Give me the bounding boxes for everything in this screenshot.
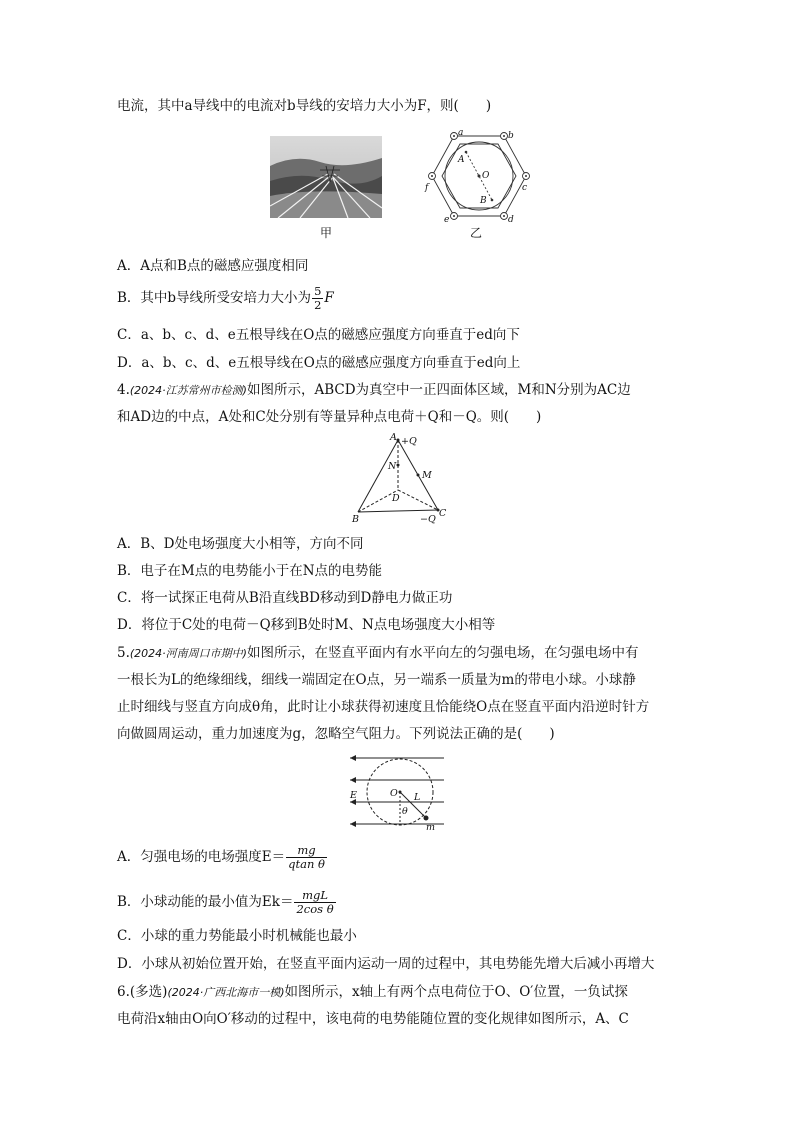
hex-label-a: a bbox=[458, 128, 464, 138]
field-circle-diagram bbox=[344, 752, 448, 830]
tetra-label-D: D bbox=[392, 493, 400, 504]
q6-line-2: 电荷沿x轴由O向O′移动的过程中，该电荷的电势能随位置的变化规律如图所示，A、C bbox=[117, 1011, 629, 1027]
power-line-photo bbox=[270, 136, 382, 218]
hex-label-e: e bbox=[444, 215, 450, 224]
q3-option-a: A．A点和B点的磁感应强度相同 bbox=[117, 258, 309, 274]
q4-line-1: 4.(2024·江苏常州市检测)如图所示，ABCD为真空中一正四面体区域，M和N分别为AC边 bbox=[117, 382, 631, 398]
q5-line-1: 5.(2024·河南周口市期中)如图所示，在竖直平面内有水平向左的匀强电场，在匀强电场中有 bbox=[117, 645, 639, 661]
fig-yi-caption: 乙 bbox=[470, 226, 483, 240]
q4-option-a: A．B、D处电场强度大小相等，方向不同 bbox=[117, 536, 364, 552]
q4-option-c: C．将一试探正电荷从B沿直线BD移动到D静电力做正功 bbox=[117, 590, 453, 606]
q4-line-2: 和AD边的中点，A处和C处分别有等量异种点电荷＋Q和－Q。则( ) bbox=[117, 409, 542, 425]
field-label-O: O bbox=[390, 788, 398, 799]
q5-line-3: 止时细线与竖直方向成θ角，此时让小球获得初速度且恰能绕O点在竖直平面内沿逆时针方 bbox=[117, 699, 650, 715]
hexagon-diagram bbox=[422, 128, 532, 224]
q5-line-2: 一根长为L的绝缘细线，细线一端固定在O点，另一端系一质量为m的带电小球。小球静 bbox=[117, 672, 636, 688]
q4-option-b: B．电子在M点的电势能小于在N点的电势能 bbox=[117, 563, 383, 579]
hex-label-f: f bbox=[425, 183, 429, 193]
field-label-theta: θ bbox=[402, 806, 408, 817]
tetra-label-plusQ: +Q bbox=[401, 436, 417, 447]
fig-jia-caption: 甲 bbox=[320, 226, 333, 240]
hex-label-B: B bbox=[480, 196, 487, 206]
tetra-label-C: C bbox=[439, 508, 447, 519]
tetra-label-minusQ: −Q bbox=[420, 514, 436, 524]
field-label-L: L bbox=[414, 792, 421, 803]
hex-label-O: O bbox=[482, 171, 490, 181]
tetra-label-N: N bbox=[388, 461, 397, 472]
q5-option-b: B．小球动能的最小值为Ek＝ $\frac{\text{mgL}}{\text{2cos θ}}$ bbox=[117, 888, 334, 916]
q3-option-b: B．其中b导线所受安培力大小为 $\frac{5}{2}$ F bbox=[117, 284, 334, 312]
q4-option-d: D．将位于C处的电荷－Q移到B处时M、N点电场强度大小相等 bbox=[117, 617, 496, 633]
field-label-E: E bbox=[350, 790, 357, 801]
q5-option-a: A．匀强电场的电场强度E＝ $\frac{mg}{\text{qtan θ}}$ bbox=[117, 843, 325, 871]
tetra-label-M: M bbox=[422, 470, 432, 481]
hex-label-b: b bbox=[508, 131, 514, 141]
tetra-label-A: A bbox=[390, 432, 397, 443]
q3-option-d: D．a、b、c、d、e五根导线在O点的磁感应强度方向垂直于ed向上 bbox=[117, 355, 521, 371]
hex-label-c: c bbox=[522, 183, 528, 193]
tetra-label-B: B bbox=[352, 514, 359, 524]
field-label-m: m bbox=[426, 822, 436, 830]
q5-line-4: 向做圆周运动，重力加速度为g，忽略空气阻力。下列说法正确的是( ) bbox=[117, 726, 555, 742]
q3-option-c: C．a、b、c、d、e五根导线在O点的磁感应强度方向垂直于ed向下 bbox=[117, 327, 520, 343]
hex-label-d: d bbox=[508, 215, 514, 224]
q5-option-c: C．小球的重力势能最小时机械能也最小 bbox=[117, 928, 357, 944]
hex-label-A: A bbox=[458, 155, 465, 165]
tetrahedron-diagram bbox=[350, 432, 450, 524]
q3-stem: 电流，其中a导线中的电流对b导线的安培力大小为F，则( ) bbox=[117, 98, 492, 114]
q6-line-1: 6.(多选)(2024·广西北海市一模)如图所示，x轴上有两个点电荷位于O、O′位置，一负试探 bbox=[117, 984, 628, 1000]
q5-option-d: D．小球从初始位置开始，在竖直平面内运动一周的过程中，其电势能先增大后减小再增大 bbox=[117, 956, 655, 972]
